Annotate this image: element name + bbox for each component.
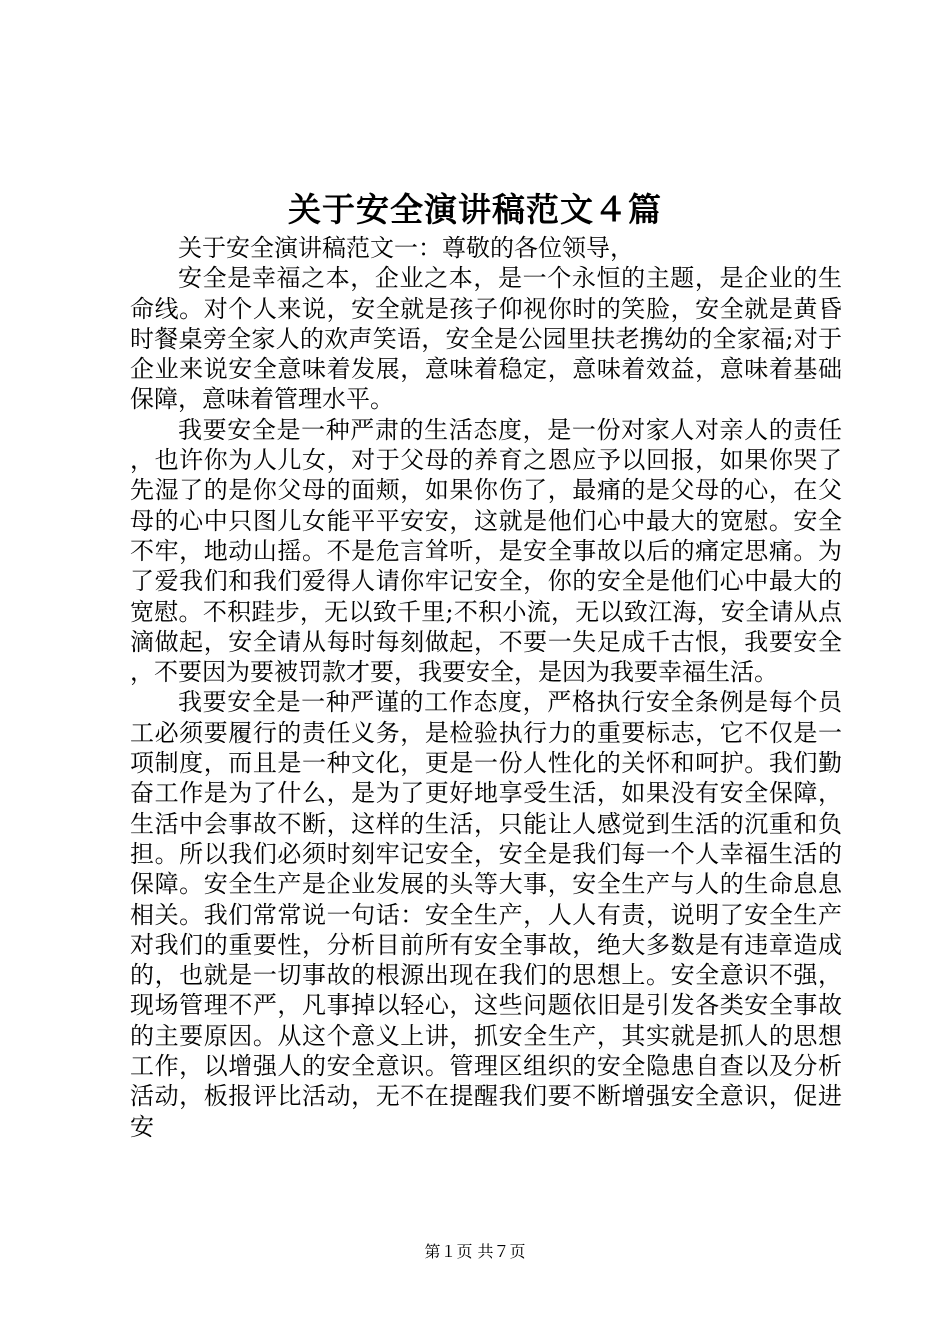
paragraph-life-attitude: 我要安全是一种严肃的生活态度，是一份对家人对亲人的责任，也许你为人儿女，对于父母的养育之恩应予以回报，如果你哭了先湿了的是你父母的面颊，如果你伤了，最痛的是父母的心，在父母的心中只图儿女能平平安安，这就是他们心中最大的宽慰。安全不牢，地动山摇。不是危言耸听，是安全事故以后的痛定思痛。为了爱我们和我们爱得人请你牢记安全，你的安全是他们心中最大的宽慰。不积跬步，无以致千里;不积小流，无以致江海，安全请从点滴做起，安全请从每时每刻做起，不要一失足成千古恨，我要安全，不要因为要被罚款才要，我要安全，是因为我要幸福生活。 (130, 415, 842, 687)
paragraph-intro: 安全是幸福之本，企业之本，是一个永恒的主题，是企业的生命线。对个人来说，安全就是孩子仰视你时的笑脸，安全就是黄昏时餐桌旁全家人的欢声笑语，安全是公园里扶老携幼的全家福;对于企业来说安全意味着发展，意味着稳定，意味着效益，意味着基础保障，意味着管理水平。 (130, 264, 842, 414)
paragraph-work-attitude: 我要安全是一种严谨的工作态度，严格执行安全条例是每个员工必须要履行的责任义务，是检验执行力的重要标志，它不仅是一项制度，而且是一种文化，更是一份人性化的关怀和呵护。我们勤奋工作是为了什么，是为了更好地享受生活，如果没有安全保障，生活中会事故不断，这样的生活，只能让人感觉到生活的沉重和负担。所以我们必须时刻牢记安全，安全是我们每一个人幸福生活的保障。安全生产是企业发展的头等大事，安全生产与人的生命息息相关。我们常常说一句话：安全生产，人人有责，说明了安全生产对我们的重要性，分析目前所有安全事故，绝大多数是有违章造成的，也就是一切事故的根源出现在我们的思想上。安全意识不强，现场管理不严，凡事掉以轻心，这些问题依旧是引发各类安全事故的主要原因。从这个意义上讲，抓安全生产，其实就是抓人的思想工作，以增强人的安全意识。管理区组织的安全隐患自查以及分析活动，板报评比活动，无不在提醒我们要不断增强安全意识，促进安 (130, 688, 842, 1141)
page-footer: 第１页 共７页 (424, 1242, 526, 1261)
document-body (130, 233, 842, 1142)
document-title: 关于安全演讲稿范文４篇 (288, 190, 662, 229)
paragraph-greeting: 关于安全演讲稿范文一：尊敬的各位领导， (178, 234, 634, 262)
